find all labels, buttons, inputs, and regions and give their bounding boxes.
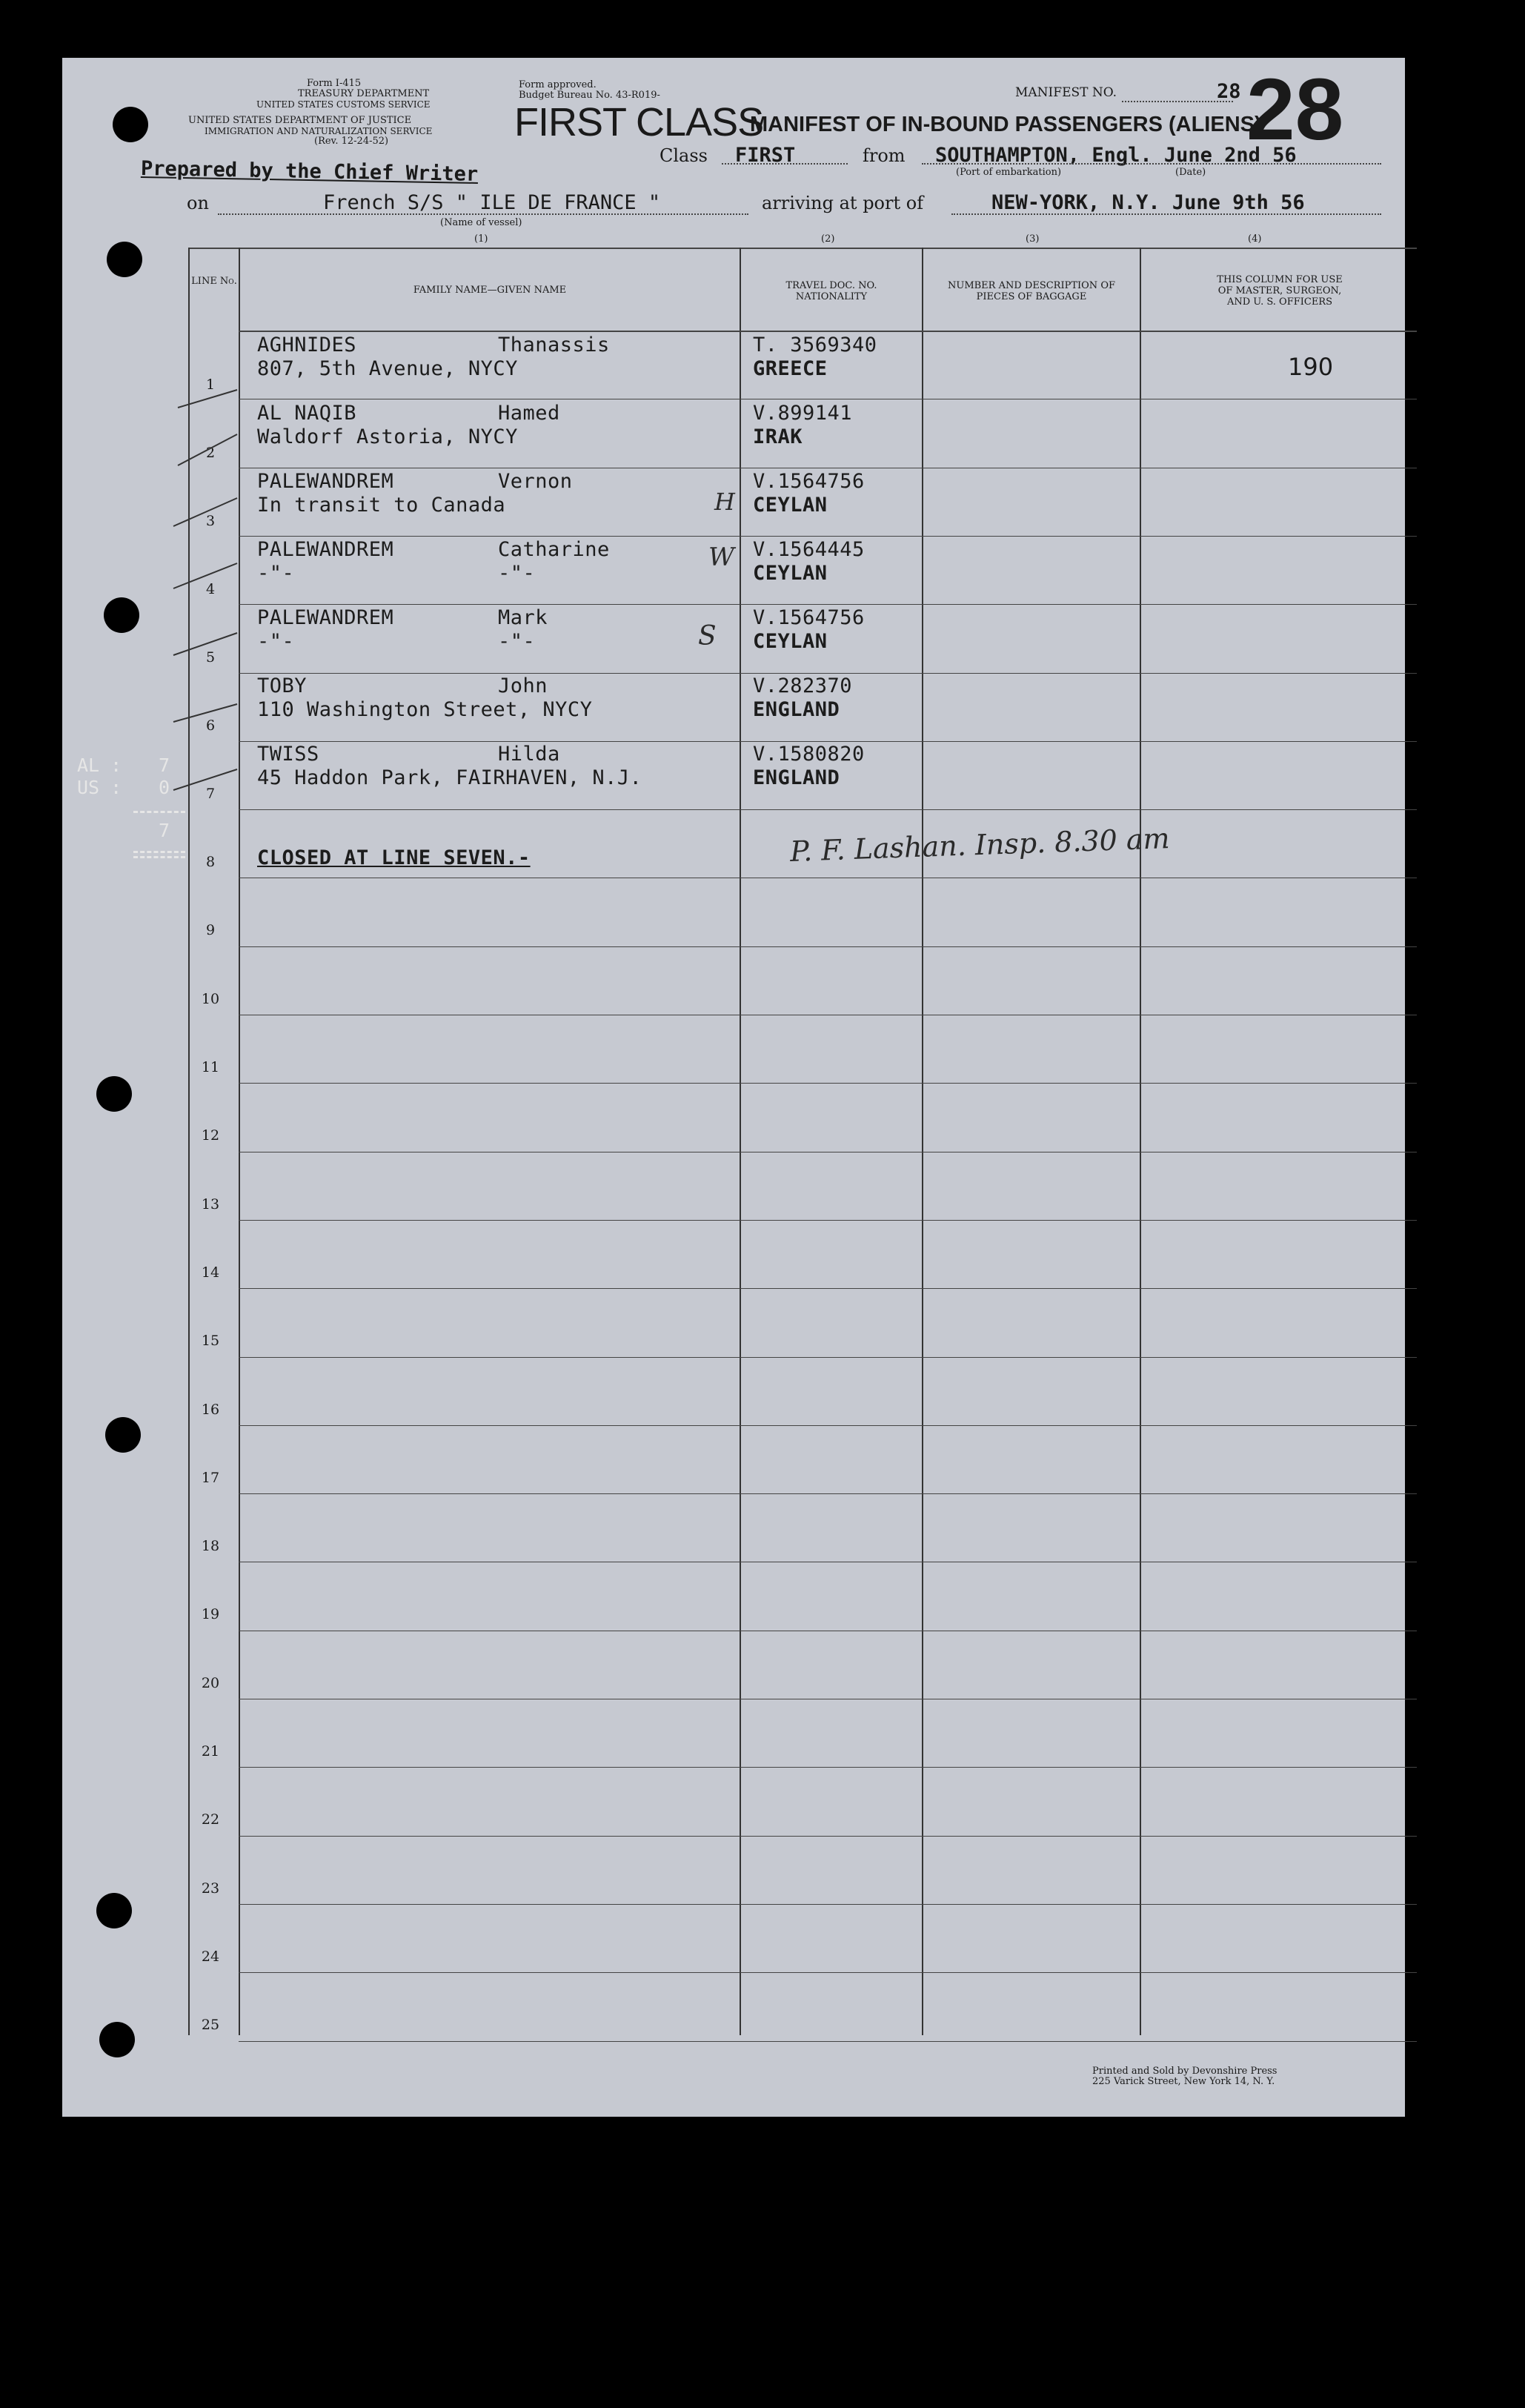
tally-double-rule	[133, 851, 185, 858]
alien-count-value: 7	[159, 754, 170, 776]
line-number: 2	[205, 445, 216, 461]
line-number: 20	[201, 1675, 220, 1691]
line-number: 13	[201, 1196, 220, 1213]
row-rule	[239, 1357, 1417, 1358]
line-number: 10	[201, 991, 220, 1007]
line-number: 6	[205, 717, 216, 734]
from-label: from	[863, 145, 906, 166]
column-number-1: (1)	[474, 233, 488, 245]
manifest-no-typed: 28	[1217, 80, 1241, 103]
closing-statement: CLOSED AT LINE SEVEN.-	[257, 846, 531, 869]
manifest-no-dotline	[1122, 101, 1233, 102]
row-rule	[239, 1972, 1417, 1973]
line-number: 3	[205, 513, 216, 529]
given-name: John	[498, 674, 548, 697]
table-top-rule	[188, 248, 1417, 249]
column-header-name	[240, 285, 740, 296]
line-number: 12	[201, 1127, 220, 1144]
form-number: Form I-415	[307, 78, 362, 89]
manifest-no-handwritten: 28	[1246, 61, 1344, 159]
nationality: CEYLAN	[753, 562, 828, 585]
column-header-officers	[1141, 274, 1418, 308]
tally-rule	[133, 811, 185, 813]
manifest-title: MANIFEST OF IN-BOUND PASSENGERS (ALIENS)	[750, 113, 1262, 136]
row-rule	[239, 2041, 1417, 2042]
travel-doc: V.1564756	[753, 606, 865, 629]
line-number: 22	[201, 1811, 220, 1828]
address: -"-	[257, 562, 295, 585]
nationality: ENGLAND	[753, 698, 840, 721]
column-number-2: (2)	[821, 233, 835, 245]
row-rule	[239, 536, 1417, 537]
budget-bureau: Budget Bureau No. 43-R019-	[519, 90, 660, 101]
row-rule	[239, 673, 1417, 674]
address-ditto: -"-	[498, 630, 536, 653]
address-ditto: -"-	[498, 562, 536, 585]
officers-header-2: OF MASTER, SURGEON,	[1217, 285, 1342, 296]
address: 807, 5th Avenue, NYCY	[257, 357, 518, 380]
revision-date: (Rev. 12-24-52)	[314, 136, 389, 147]
given-name: Hilda	[498, 743, 560, 766]
given-name: Mark	[498, 606, 548, 629]
column-number-3: (3)	[1026, 233, 1040, 245]
column-number-4: (4)	[1248, 233, 1262, 245]
department-of-justice: UNITED STATES DEPARTMENT OF JUSTICE	[188, 115, 412, 126]
class-value: FIRST	[735, 144, 796, 167]
given-name: Thanassis	[498, 334, 610, 356]
class-dotline	[722, 163, 848, 165]
line-number: 25	[201, 2017, 220, 2033]
manifest-page	[62, 58, 1405, 2117]
line-number: 4	[205, 581, 216, 597]
baggage-header-1: NUMBER AND DESCRIPTION OF	[947, 280, 1115, 291]
row-rule	[239, 946, 1417, 947]
row-rule	[239, 1904, 1417, 1905]
customs-service: UNITED STATES CUSTOMS SERVICE	[256, 99, 431, 110]
nationality: CEYLAN	[753, 494, 828, 517]
class-label: Class	[659, 145, 708, 166]
alien-count-label: AL :	[77, 754, 122, 776]
binder-hole	[96, 1076, 132, 1112]
row-rule	[239, 809, 1417, 810]
line-number: 24	[201, 1948, 220, 1965]
line-number: 14	[201, 1264, 220, 1281]
from-value: SOUTHAMPTON, Engl. June 2nd 56	[935, 144, 1297, 167]
binder-hole	[107, 242, 142, 277]
travel-doc: V.282370	[753, 674, 853, 697]
address: -"-	[257, 630, 295, 653]
address: Waldorf Astoria, NYCY	[257, 425, 518, 448]
address: 110 Washington Street, NYCY	[257, 698, 593, 721]
binder-hole	[99, 2022, 135, 2057]
printer-line-1: Printed and Sold by Devonshire Press	[1092, 2066, 1278, 2077]
family-name: TOBY	[257, 674, 308, 697]
family-name: AGHNIDES	[257, 334, 357, 356]
line-number: 18	[201, 1538, 220, 1554]
treasury-department: TREASURY DEPARTMENT	[298, 88, 430, 99]
date-caption: (Date)	[1175, 167, 1206, 178]
us-count-value: 0	[159, 777, 170, 798]
address: 45 Haddon Park, FAIRHAVEN, N.J.	[257, 766, 642, 789]
family-name: PALEWANDREM	[257, 538, 394, 561]
line-no-header: LINE No.	[191, 276, 237, 287]
nationality: IRAK	[753, 425, 803, 448]
officers-header-3: AND U. S. OFFICERS	[1226, 296, 1333, 308]
line-number: 1	[205, 377, 216, 393]
nationality: ENGLAND	[753, 766, 840, 789]
officers-header-1: THIS COLUMN FOR USE	[1217, 274, 1343, 285]
given-name: Vernon	[498, 470, 573, 493]
immigration-service: IMMIGRATION AND NATURALIZATION SERVICE	[205, 126, 433, 136]
binder-hole	[104, 597, 139, 633]
line-number: 11	[201, 1059, 220, 1075]
binder-hole	[105, 1417, 141, 1453]
family-name: PALEWANDREM	[257, 470, 394, 493]
line-number: 9	[205, 922, 216, 938]
row-rule	[239, 1083, 1417, 1084]
family-name: PALEWANDREM	[257, 606, 394, 629]
row-rule	[239, 1220, 1417, 1221]
row-rule	[239, 604, 1417, 605]
from-dotline	[922, 163, 1381, 165]
name-header: FAMILY NAME—GIVEN NAME	[413, 285, 567, 296]
on-label: on	[187, 193, 209, 213]
prepared-by: Prepared by the Chief Writer	[140, 157, 479, 186]
travel-doc: V.1564756	[753, 470, 865, 493]
line-number: 7	[205, 786, 216, 802]
row-rule	[239, 1288, 1417, 1289]
relation-mark: W	[708, 543, 734, 572]
column-header-baggage	[923, 280, 1140, 302]
binder-hole	[113, 107, 148, 142]
line-number: 23	[201, 1880, 220, 1897]
vessel-caption: (Name of vessel)	[440, 217, 522, 228]
relation-mark: H	[714, 488, 735, 516]
given-name: Hamed	[498, 402, 560, 425]
travel-doc-header: TRAVEL DOC. NO.	[785, 280, 877, 291]
family-name: AL NAQIB	[257, 402, 357, 425]
nationality: GREECE	[753, 357, 828, 380]
officer-note: 190	[1288, 353, 1334, 381]
margin-strokes	[62, 58, 285, 873]
first-class-stamp: FIRST CLASS	[514, 100, 764, 145]
row-rule	[239, 1767, 1417, 1768]
baggage-header-2: PIECES OF BAGGAGE	[976, 291, 1087, 302]
printer-line-2: 225 Varick Street, New York 14, N. Y.	[1092, 2076, 1275, 2087]
port-caption: (Port of embarkation)	[956, 167, 1062, 178]
travel-doc: T. 3569340	[753, 334, 877, 356]
row-rule	[239, 1425, 1417, 1426]
binder-hole	[96, 1893, 132, 1928]
relation-mark: S	[698, 621, 717, 651]
line-number: 15	[201, 1333, 220, 1349]
form-approved: Form approved.	[519, 79, 597, 90]
line-number: 8	[205, 854, 216, 870]
arriving-value: NEW-YORK, N.Y. June 9th 56	[991, 191, 1305, 214]
row-rule	[239, 1836, 1417, 1837]
line-number: 17	[201, 1470, 220, 1486]
line-number: 21	[201, 1743, 220, 1759]
row-rule	[239, 1493, 1417, 1494]
vessel-name: French S/S " ILE DE FRANCE "	[323, 191, 661, 214]
row-rule	[239, 741, 1417, 742]
nationality-header: NATIONALITY	[795, 291, 868, 302]
family-name: TWISS	[257, 743, 319, 766]
given-name: Catharine	[498, 538, 610, 561]
manifest-no-label: MANIFEST NO.	[1015, 85, 1117, 100]
tally-total: 7	[159, 820, 170, 841]
arriving-label: arriving at port of	[762, 193, 924, 213]
line-number: 5	[205, 649, 216, 666]
line-number: 16	[201, 1402, 220, 1418]
travel-doc: V.1564445	[753, 538, 865, 561]
header-bottom-rule	[239, 331, 1417, 332]
travel-doc: V.1580820	[753, 743, 865, 766]
column-header-travel-doc	[741, 280, 922, 302]
address: In transit to Canada	[257, 494, 506, 517]
travel-doc: V.899141	[753, 402, 853, 425]
us-count-label: US :	[77, 777, 122, 798]
line-number: 19	[201, 1606, 220, 1622]
nationality: CEYLAN	[753, 630, 828, 653]
inspector-signature: P. F. Lashan. Insp. 8.30 am	[789, 822, 1171, 868]
